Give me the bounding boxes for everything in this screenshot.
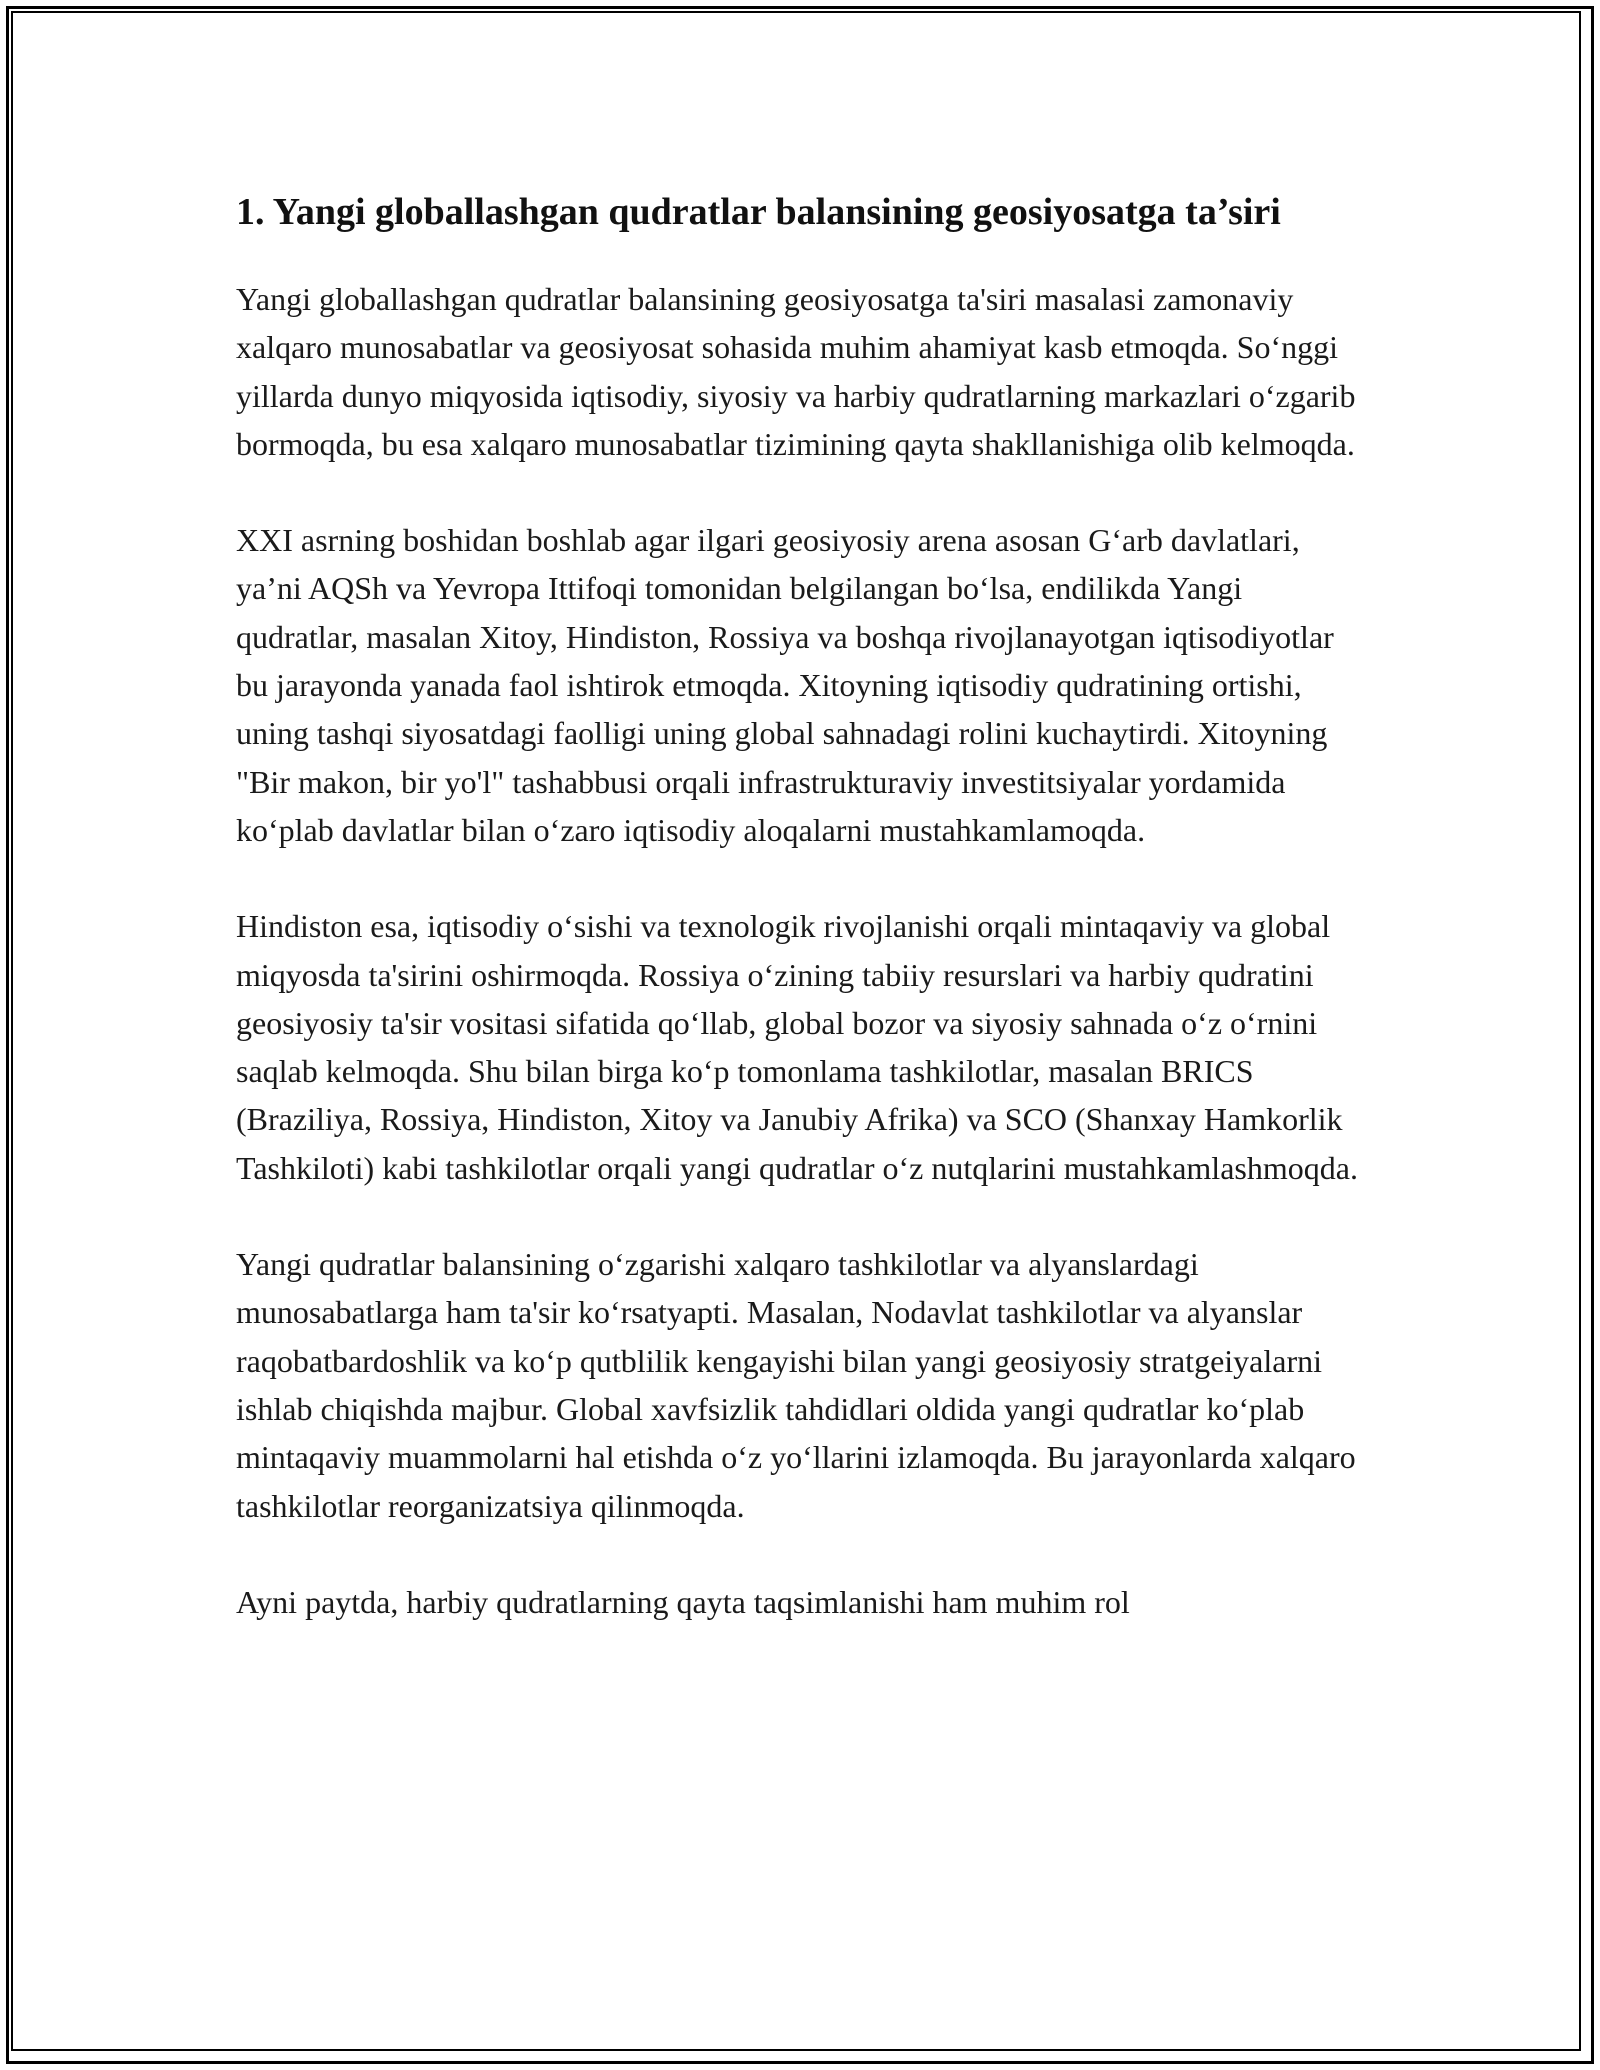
paragraph-3: Hindiston esa, iqtisodiy o‘sishi va texnologik rivojlanishi orqali mintaqaviy va global miqyosda ta'sirini oshirmoqda. Rossiya o‘zining tabiiy resurslari va harbiy qudratini geosiyosiy ta'sir vositasi sifatida qo‘llab, global bozor va siyosiy sahnada o‘z o‘rnini saqlab kelmoqda. Shu bilan birga ko‘p tomonlama tashkilotlar, masalan BRICS (Braziliya, Rossiya, Hindiston, Xitoy va Janubiy Afrika) va SCO (Shanxay Hamkorlik Tashkiloti) kabi tashkilotlar orqali yangi qudratlar o‘z nutqlarini mustahkamlashmoqda. — [236, 908, 1358, 1186]
paragraph-2: XXI asrning boshidan boshlab agar ilgari geosiyosiy arena asosan G‘arb davlatlari, ya’ni AQSh va Yevropa Ittifoqi tomonidan belgilangan bo‘lsa, endilikda Yangi qudratlar, masalan Xitoy, Hindiston, Rossiya va boshqa rivojlanayotgan iqtisodiyotlar bu jarayonda yanada faol ishtirok etmoqda. Xitoyning iqtisodiy qudratining ortishi, uning tashqi siyosatdagi faolligi uning global sahnadagi rolini kuchaytirdi. Xitoyning "Bir makon, bir yo'l" tashabbusi orqali infrastrukturaviy investitsiyalar yordamida ko‘plab davlatlar bilan o‘zaro iqtisodiy aloqalarni mustahkamlamoqda. — [236, 522, 1334, 848]
paragraph-1: Yangi globallashgan qudratlar balansining geosiyosatga ta'siri masalasi zamonaviy xalqaro munosabatlar va geosiyosat sohasida muhim ahamiyat kasb etmoqda. So‘nggi yillarda dunyo miqyosida iqtisodiy, siyosiy va harbiy qudratlarning markazlari o‘zgarib bormoqda, bu esa xalqaro munosabatlar tizimining qayta shakllanishiga olib kelmoqda. — [236, 281, 1356, 462]
document-body — [236, 185, 1366, 1626]
paragraph-5: Ayni paytda, harbiy qudratlarning qayta taqsimlanishi ham muhim rol — [236, 1583, 1130, 1620]
section-heading: 1. Yangi globallashgan qudratlar balansining geosiyosatga ta’siri — [236, 191, 1281, 233]
paragraph-4: Yangi qudratlar balansining o‘zgarishi xalqaro tashkilotlar va alyanslardagi munosabatlarga ham ta'sir ko‘rsatyapti. Masalan, Nodavlat tashkilotlar va alyanslar raqobatbardoshlik va ko‘p qutblilik kengayishi bilan yangi geosiyosiy stratgeiyalarni ishlab chiqishda majbur. Global xavfsizlik tahdidlari oldida yangi qudratlar ko‘plab mintaqaviy muammolarni hal etishda o‘z yo‘llarini izlamoqda. Bu jarayonlarda xalqaro tashkilotlar reorganizatsiya qilinmoqda. — [236, 1246, 1356, 1524]
